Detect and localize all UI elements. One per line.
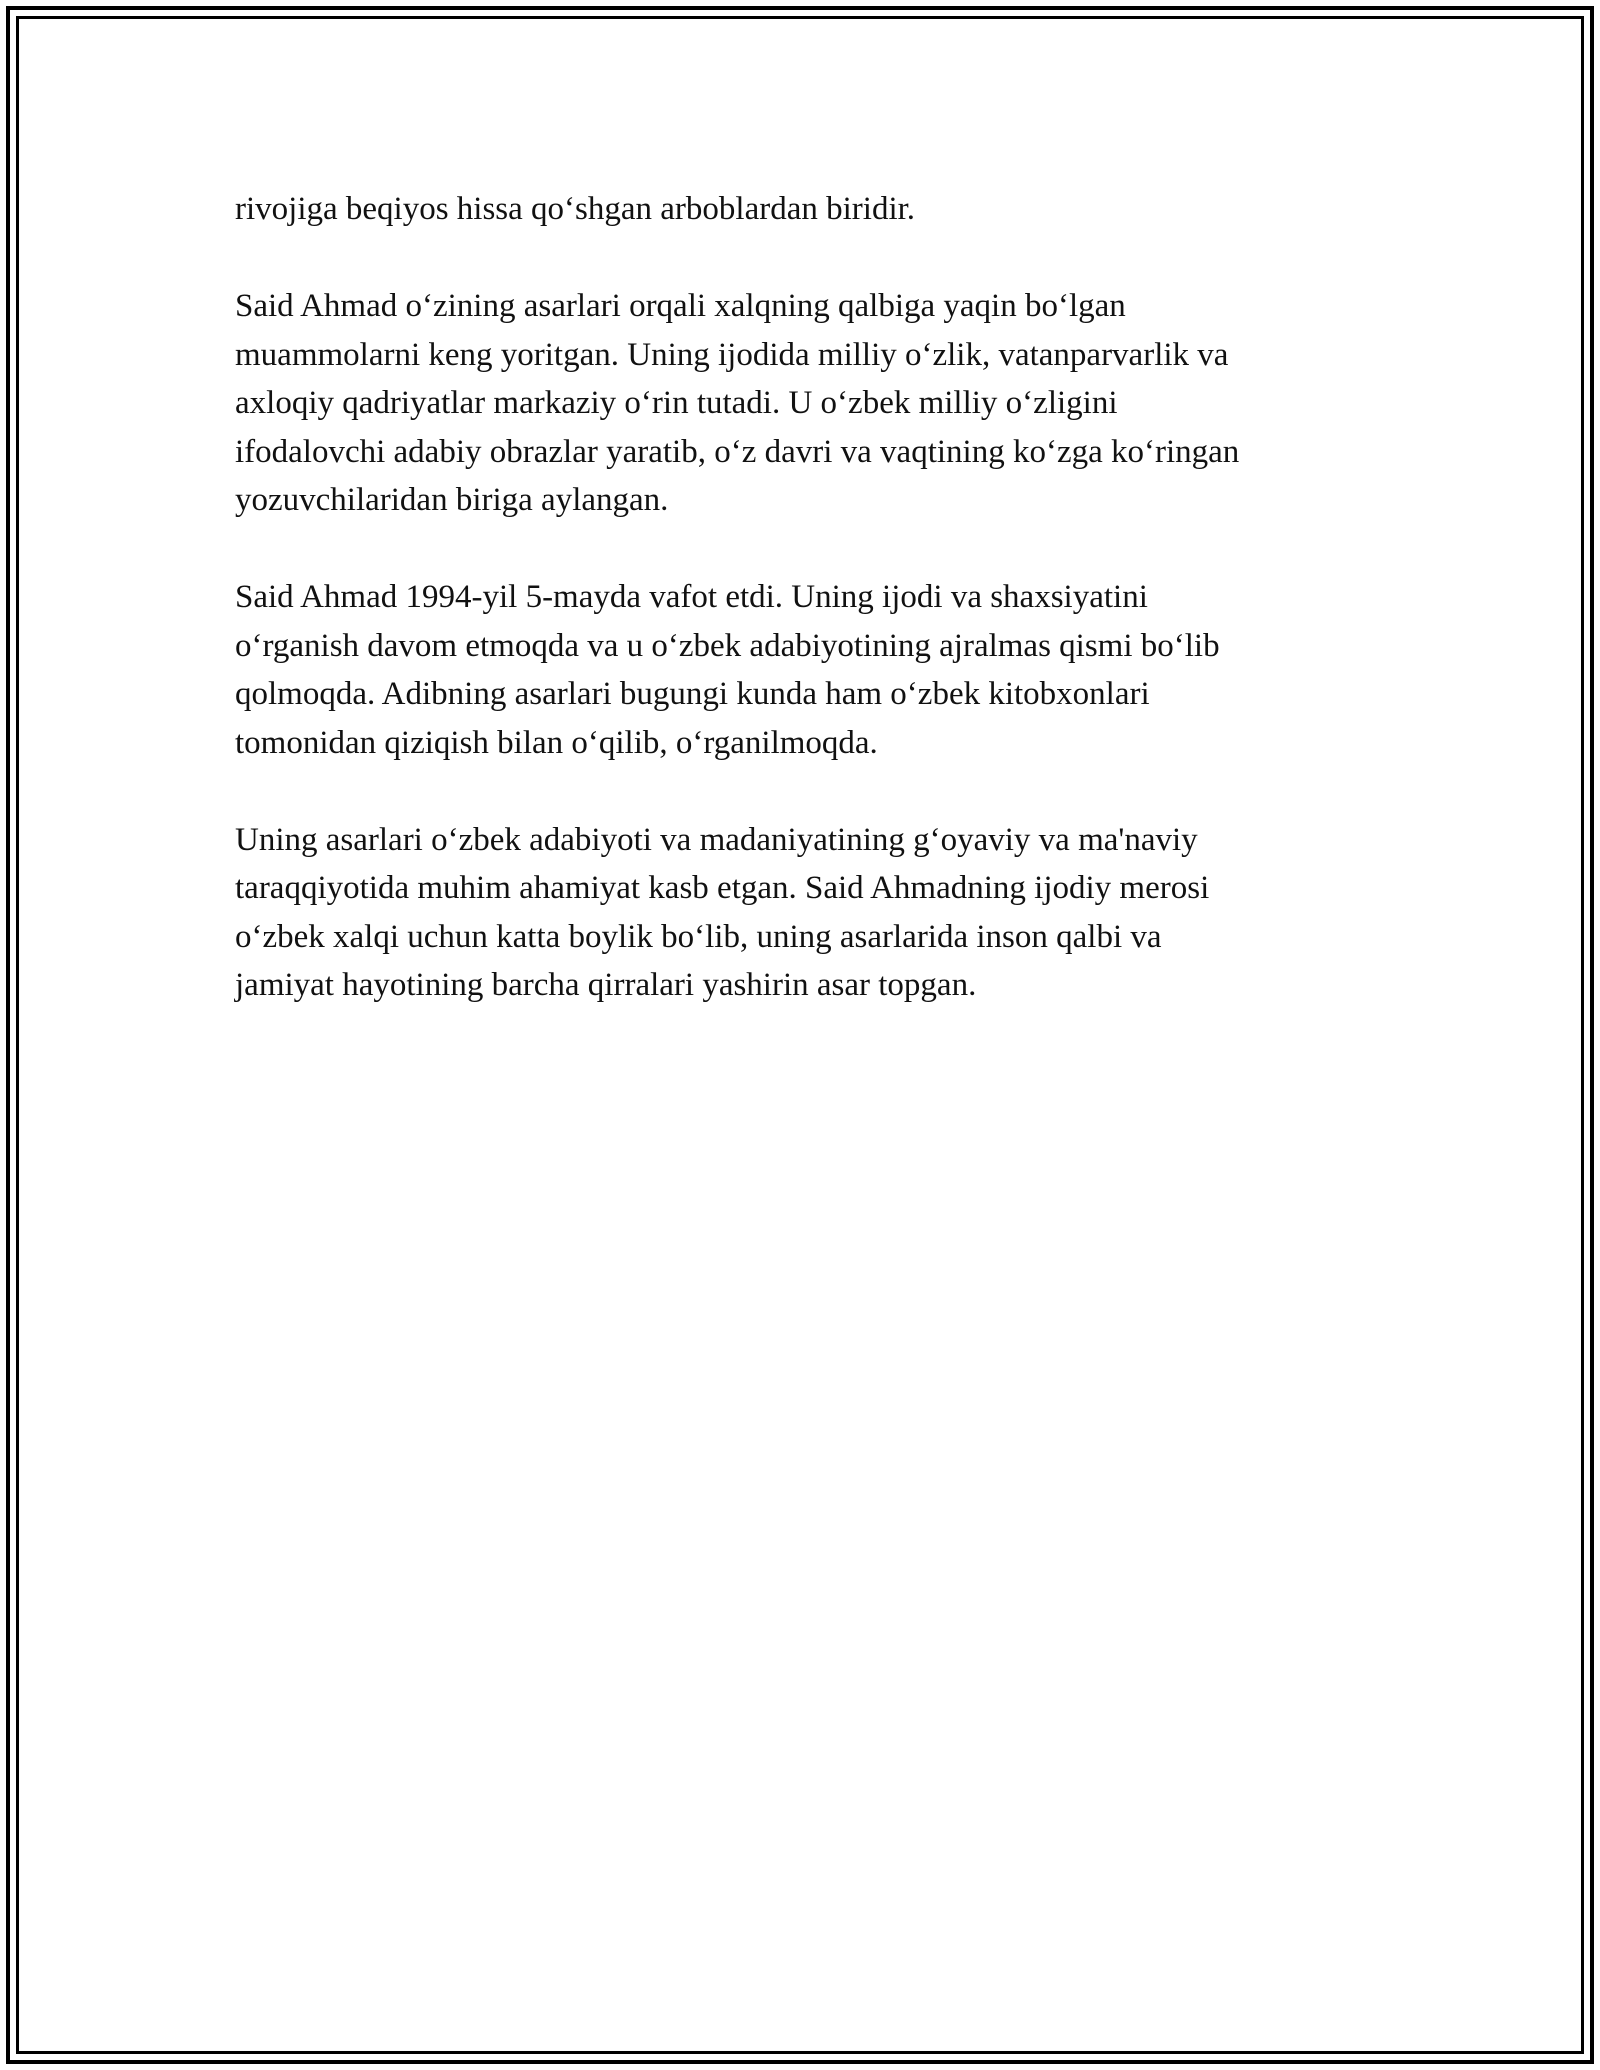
- text-line: Said Ahmad 1994-yil 5-mayda vafot etdi. Uning ijodi va shaxsiyatini: [235, 579, 1148, 615]
- text-line: Uning asarlari o‘zbek adabiyoti va madaniyatining g‘oyaviy va ma'naviy: [235, 821, 1198, 858]
- text-line: muammolarni keng yoritgan. Uning ijodida milliy o‘zlik, vatanparvarlik va: [235, 336, 1229, 373]
- paragraph-4: [235, 816, 1365, 1010]
- text-line: yozuvchilaridan biriga aylangan.: [235, 482, 669, 518]
- document-body: [235, 185, 1365, 1058]
- paragraph-3: [235, 573, 1365, 767]
- text-line: qolmoqda. Adibning asarlari bugungi kunda ham o‘zbek kitobxonlari: [235, 676, 1150, 712]
- text-line: taraqqiyotida muhim ahamiyat kasb etgan. Said Ahmadning ijodiy merosi: [235, 870, 1210, 906]
- text-line: jamiyat hayotining barcha qirralari yashirin asar topgan.: [235, 967, 977, 1003]
- paragraph-1: [235, 185, 1365, 234]
- text-line: tomonidan qiziqish bilan o‘qilib, o‘rganilmoqda.: [235, 724, 878, 761]
- text-line: Said Ahmad o‘zining asarlari orqali xalqning qalbiga yaqin bo‘lgan: [235, 288, 1126, 324]
- text-line: rivojiga beqiyos hissa qo‘shgan arboblardan biridir.: [235, 191, 916, 227]
- paragraph-2: [235, 282, 1365, 525]
- text-line: o‘rganish davom etmoqda va u o‘zbek adabiyotining ajralmas qismi bo‘lib: [235, 627, 1220, 664]
- text-line: ifodalovchi adabiy obrazlar yaratib, o‘z davri va vaqtining ko‘zga ko‘ringan: [235, 433, 1240, 470]
- text-line: o‘zbek xalqi uchun katta boylik bo‘lib, uning asarlarida inson qalbi va: [235, 918, 1162, 955]
- text-line: axloqiy qadriyatlar markaziy o‘rin tutadi. U o‘zbek milliy o‘zligini: [235, 385, 1118, 421]
